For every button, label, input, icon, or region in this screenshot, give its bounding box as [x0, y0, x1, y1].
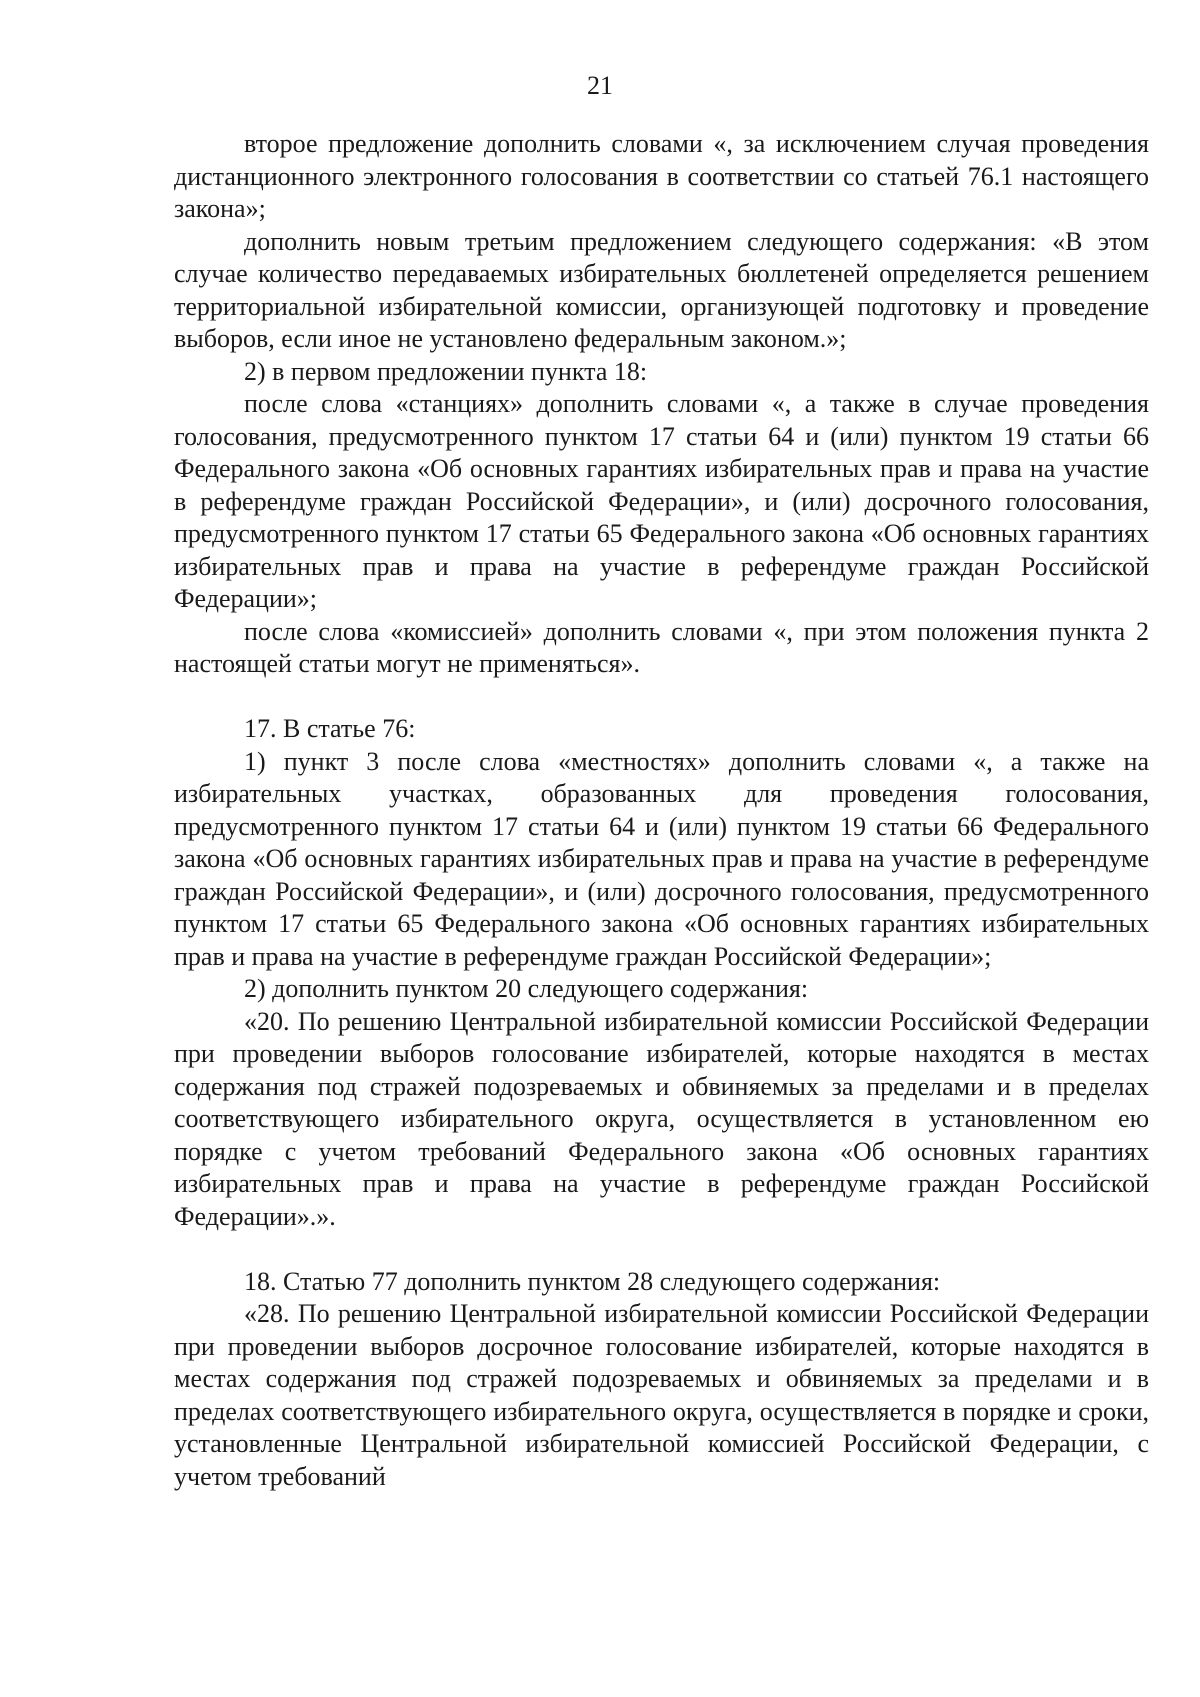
paragraph: 2) в первом предложении пункта 18:	[244, 356, 648, 386]
paragraph: второе предложение дополнить словами «, за исключением случая проведения дистанционного электронного голосования в соответствии со статьей 76.1 настоящего закона»;	[174, 129, 1149, 223]
paragraph: дополнить новым третьим предложением следующего содержания: «В этом случае количество передаваемых избирательных бюллетеней определяется решением территориальной избирательной комиссии, организующей подготовку и проведение выборов, если иное не установлено федеральным законом.»;	[174, 226, 1149, 353]
document-body	[174, 128, 1149, 1493]
paragraph: 18. Статью 77 дополнить пунктом 28 следующего содержания:	[244, 1266, 941, 1296]
page-number: 21	[587, 71, 613, 100]
paragraph: «20. По решению Центральной избирательной комиссии Российской Федерации при проведении выборов голосование избирателей, которые находятся в местах содержания под стражей подозреваемых и обвиняемых за пределами и в пределах соответствующего избирательного округа, осуществляется в установленном ею порядке с учетом требований Федерального закона «Об основных гарантиях избирательных прав и права на участие в референдуме граждан Российской Федерации».».	[174, 1006, 1149, 1231]
paragraph-gap	[174, 1233, 1149, 1266]
paragraph: 1) пункт 3 после слова «местностях» дополнить словами «, а также на избирательных участках, образованных для проведения голосования, предусмотренного пунктом 17 статьи 64 и (или) пунктом 19 статьи 66 Федерального закона «Об основных гарантиях избирательных прав и права на участие в референдуме граждан Российской Федерации», и (или) досрочного голосования, предусмотренного пунктом 17 статьи 65 Федерального закона «Об основных гарантиях избирательных прав и права на участие в референдуме граждан Российской Федерации»;	[174, 746, 1149, 971]
paragraph: «28. По решению Центральной избирательной комиссии Российской Федерации при проведении выборов досрочное голосование избирателей, которые находятся в местах содержания под стражей подозреваемых и обвиняемых за пределами и в пределах соответствующего избирательного округа, осуществляется в порядке и сроки, установленные Центральной избирательной комиссией Российской Федерации, с учетом требований	[174, 1299, 1149, 1491]
paragraph: после слова «станциях» дополнить словами «, а также в случае проведения голосования, предусмотренного пунктом 17 статьи 64 и (или) пунктом 19 статьи 66 Федерального закона «Об основных гарантиях избирательных прав и права на участие в референдуме граждан Российской Федерации», и (или) досрочного голосования, предусмотренного пунктом 17 статьи 65 Федерального закона «Об основных гарантиях избирательных прав и права на участие в референдуме граждан Российской Федерации»;	[174, 389, 1149, 613]
paragraph-gap	[174, 681, 1149, 714]
paragraph: после слова «комиссией» дополнить словами «, при этом положения пункта 2 настоящей статьи могут не применяться».	[174, 616, 1149, 678]
paragraph: 2) дополнить пунктом 20 следующего содержания:	[244, 974, 809, 1003]
paragraph: 17. В статье 76:	[244, 714, 416, 743]
